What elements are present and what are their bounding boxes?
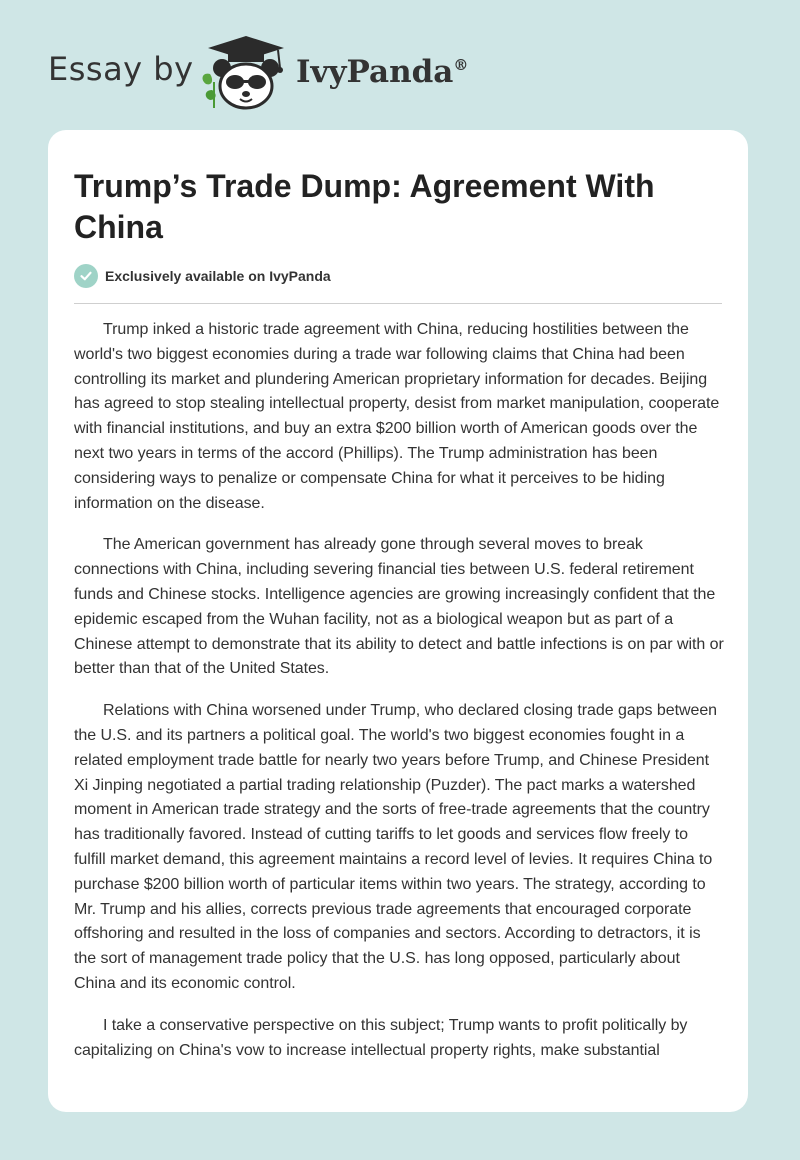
panda-logo-icon[interactable] — [198, 32, 294, 112]
essay-title: Trump’s Trade Dump: Agreement With China — [74, 168, 655, 245]
essay-by-label: Essay by — [48, 50, 194, 88]
checkmark-icon — [74, 264, 98, 288]
essay-body — [74, 318, 724, 1080]
site-header — [0, 0, 800, 130]
paragraph: I take a conservative perspective on this subject; Trump wants to profit politically by capitalizing on China's vow to increase intellectual property rights, make substantial — [74, 1016, 688, 1059]
paragraph: The American government has already gone through several moves to break connections with China, including severing financial ties between U.S. federal retirement funds and Chinese stocks. Intelligence agencies are growing increasingly confident that the epidemic escaped from the Wuhan facility, not as a biological weapon but as part of a Chinese attempt to demonstrate that its ability to detect and battle infections is on par with or better than that of the United States. — [74, 536, 724, 678]
essay-card — [48, 130, 748, 1112]
exclusive-badge — [74, 263, 331, 289]
brand-name[interactable]: IvyPanda® — [296, 54, 469, 90]
paragraph: Relations with China worsened under Trump, who declared closing trade gaps between the U.S. and its partners a political goal. The world's two biggest economies fought in a related employment trade battle for nearly two years before Trump, and Chinese President Xi Jinping negotiated a partial trading relationship (Puzder). The pact marks a watershed moment in American trade strategy and the sorts of free-trade agreements that the country has traditionally favored. Instead of cutting tariffs to let goods and services flow freely to fulfill market demand, this agreement maintains a record level of levies. It requires China to purchase $200 billion worth of particular items within two years. The strategy, according to Mr. Trump and his allies, corrects previous trade agreements that encouraged corporate offshoring and resulted in the loss of companies and sectors. According to detractors, it is the sort of management trade policy that the U.S. has long opposed, particularly about China and its economic control. — [74, 702, 718, 992]
paragraph: Trump inked a historic trade agreement with China, reducing hostilities between the world's two biggest economies during a trade war following claims that China had been controlling its market and plundering American proprietary information for decades. Beijing has agreed to stop stealing intellectual property, desist from market manipulation, cooperate with financial institutions, and buy an extra $200 billion worth of American goods over the next two years in terms of the accord (Phillips). The Trump administration has been considering ways to penalize or compensate China for what it perceives to be hiding information on the disease. — [74, 321, 720, 512]
divider — [74, 303, 722, 304]
exclusive-label: Exclusively available on IvyPanda — [105, 268, 331, 284]
